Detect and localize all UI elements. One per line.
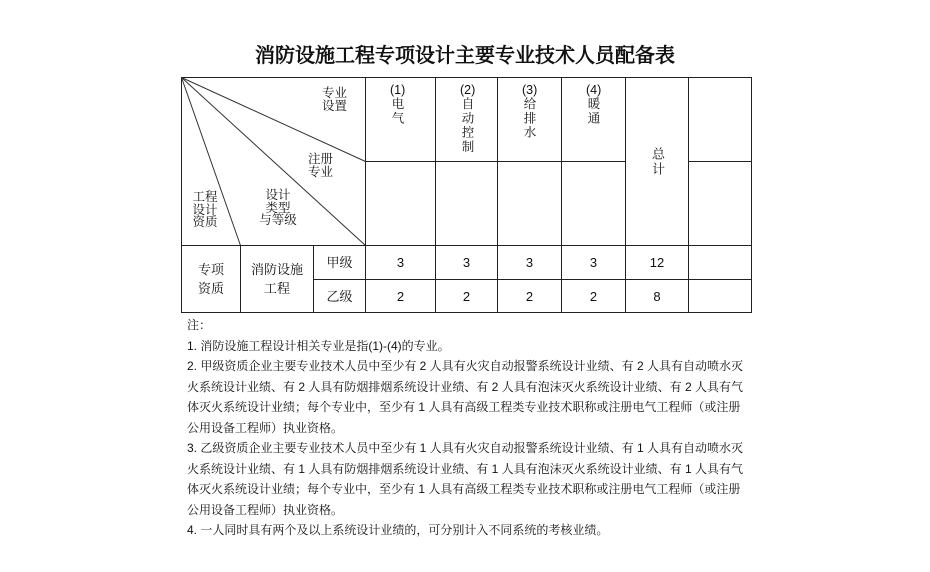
specialty-header-electrical (365, 77, 436, 162)
note-line: 2. 甲级资质企业主要专业技术人员中至少有 2 人具有火灾自动报警系统设计业绩、有 2 人具有自动喷水灭 (187, 359, 744, 373)
empty-cell (497, 161, 562, 246)
empty-cell (688, 161, 752, 246)
empty-cell (365, 161, 436, 246)
value-cell: 3 (497, 245, 562, 280)
grade-cell: 乙级 (313, 279, 366, 313)
specialty-name: 暖通 (586, 97, 600, 126)
total-header: 总计 (650, 146, 665, 177)
empty-cell (561, 161, 626, 246)
note-line: 1. 消防设施工程设计相关专业是指(1)-(4)的专业。 (187, 338, 450, 353)
note-line: 公用设备工程师）执业资格。 (187, 502, 344, 517)
total-header-cell (625, 77, 689, 246)
value-cell: 2 (365, 279, 436, 313)
note-line: 火系统设计业绩、有 2 人具有防烟排烟系统设计业绩、有 2 人具有泡沫灭火系统设计业绩、有 2 人具有气 (187, 379, 744, 394)
value-cell: 3 (365, 245, 436, 280)
notes-section (187, 315, 743, 541)
value-cell: 2 (561, 279, 626, 313)
staffing-table (181, 77, 752, 313)
specialty-number: (3) (522, 83, 538, 97)
total-cell: 8 (625, 279, 689, 313)
design-type-grade-label: 设计 类型 与等级 (259, 188, 297, 227)
grade-cell: 甲级 (313, 245, 366, 280)
diagonal-header-cell (181, 77, 366, 246)
specialty-name: 自动控制 (460, 97, 474, 155)
specialty-number: (1) (390, 83, 406, 97)
value-cell: 3 (561, 245, 626, 280)
note-line: 3. 乙级资质企业主要专业技术人员中至少有 1 人具有火灾自动报警系统设计业绩、有 1 人具有自动喷水灭 (187, 441, 744, 455)
page-title: 消防设施工程专项设计主要专业技术人员配备表 (255, 45, 675, 67)
note-line: 4. 一人同时具有两个及以上系统设计业绩的，可分别计入不同系统的考核业绩。 (187, 523, 609, 537)
engineering-qualification-label: 工程 设计 资质 (192, 190, 218, 229)
specialty-header-water-supply-drainage (497, 77, 562, 162)
specialty-name: 给排水 (522, 97, 536, 140)
empty-cell (688, 245, 752, 280)
note-line: 体灭火系统设计业绩；每个专业中，至少有 1 人具有高级工程类专业技术职称或注册电气工程师（或注册 (187, 400, 741, 414)
note-line: 公用设备工程师）执业资格。 (187, 420, 344, 435)
note-line: 火系统设计业绩、有 1 人具有防烟排烟系统设计业绩、有 1 人具有泡沫灭火系统设计业绩、有 1 人具有气 (187, 461, 744, 476)
notes-heading: 注： (187, 318, 212, 332)
total-cell: 12 (625, 245, 689, 280)
specialty-header-hvac (561, 77, 626, 162)
value-cell: 2 (497, 279, 562, 313)
specialty-number: (2) (460, 83, 476, 97)
specialty-header-automatic-control (435, 77, 498, 162)
registered-specialty-label: 注册 专业 (308, 152, 334, 179)
value-cell: 2 (435, 279, 498, 313)
empty-cell (688, 77, 752, 162)
value-cell: 3 (435, 245, 498, 280)
specialty-name: 电气 (390, 97, 404, 126)
note-line: 体灭火系统设计业绩；每个专业中，至少有 1 人具有高级工程类专业技术职称或注册电气工程师（或注册 (187, 482, 741, 496)
specialty-setting-label: 专业 设置 (322, 86, 348, 113)
design-type-cell: 消防设施 工程 (240, 245, 314, 313)
qualification-cell: 专项 资质 (181, 245, 241, 313)
empty-cell (688, 279, 752, 313)
specialty-number: (4) (586, 83, 602, 97)
empty-cell (435, 161, 498, 246)
